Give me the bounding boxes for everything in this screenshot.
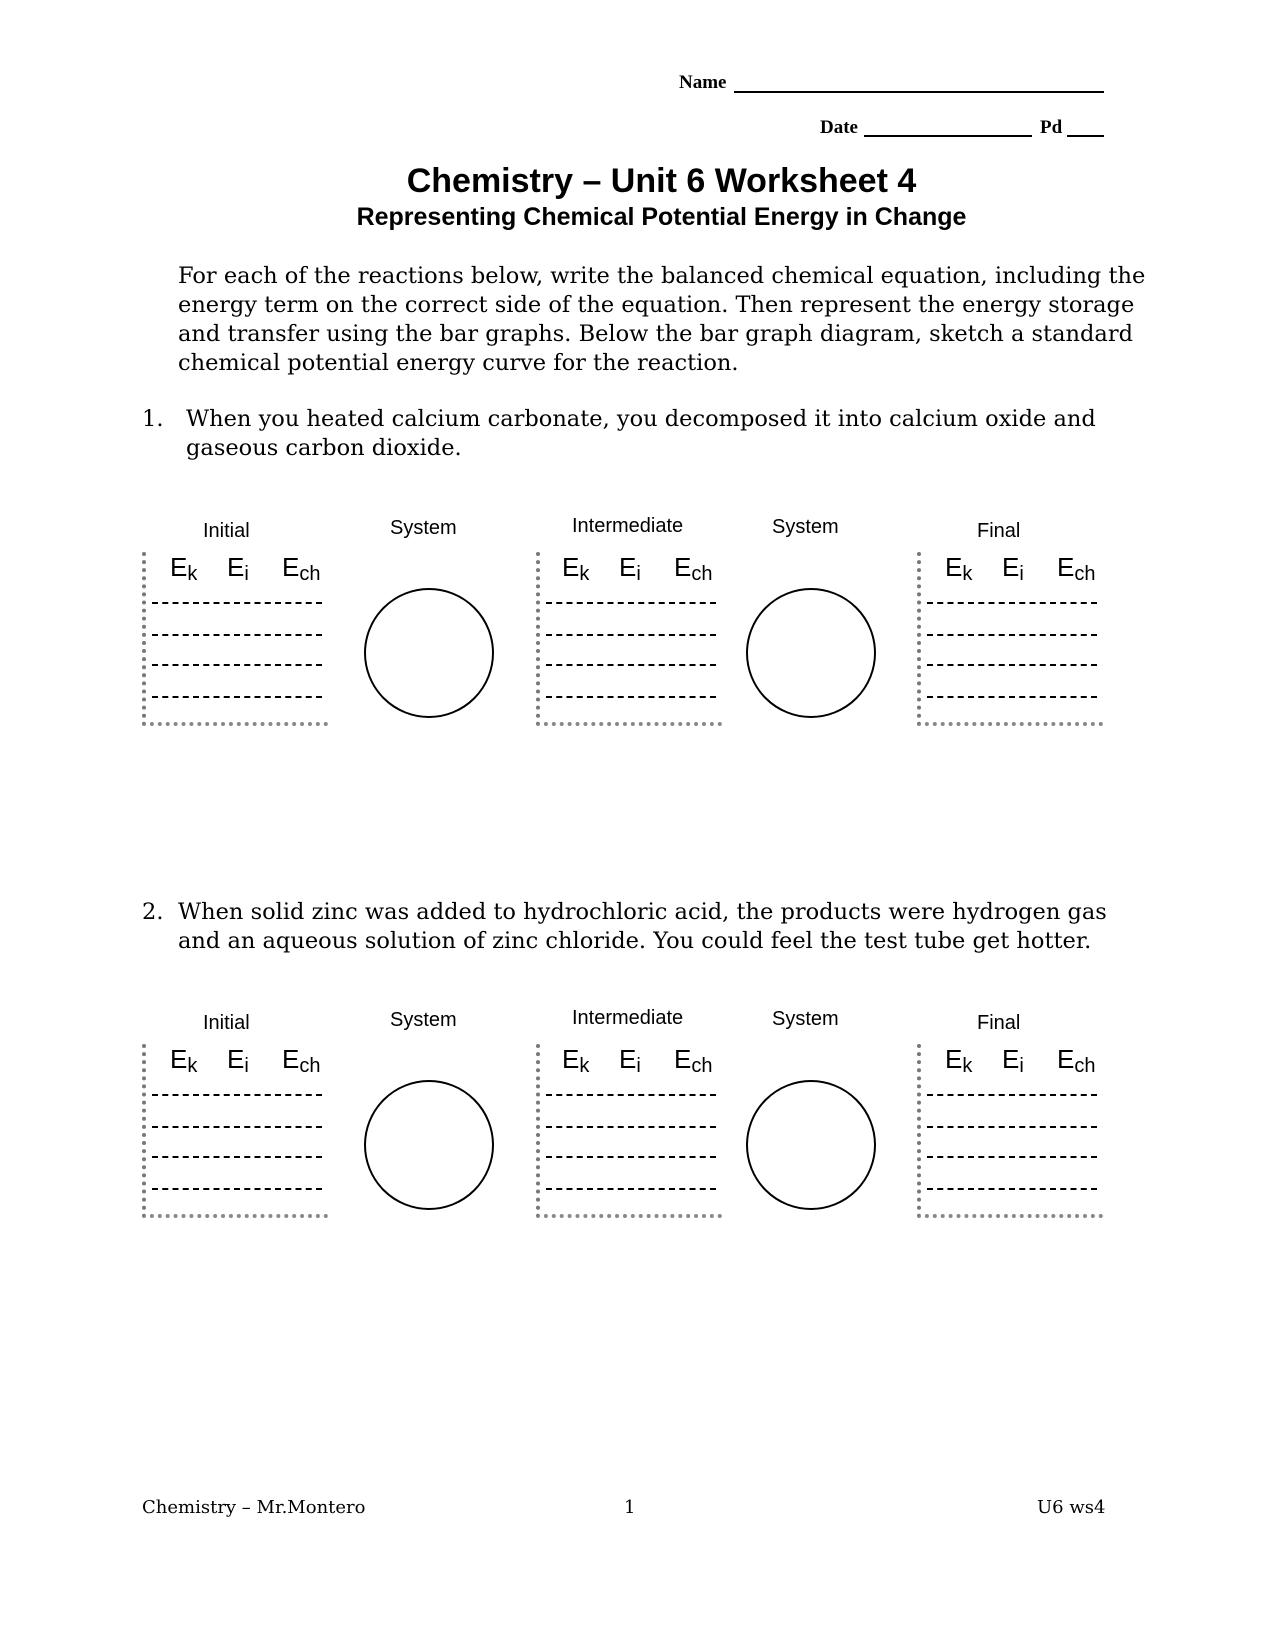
date-field[interactable] bbox=[864, 135, 1032, 137]
ek-label: E bbox=[562, 1044, 580, 1074]
ei-subscript: i bbox=[636, 563, 641, 585]
ech-label: E bbox=[282, 1044, 300, 1074]
system-label: System bbox=[390, 517, 457, 539]
question-number: 1. bbox=[142, 406, 164, 432]
system-label: System bbox=[772, 1008, 839, 1030]
ech-label: E bbox=[674, 552, 692, 582]
ei-label: E bbox=[227, 1044, 245, 1074]
ei-subscript: i bbox=[244, 563, 249, 585]
system-circle[interactable] bbox=[364, 1080, 494, 1210]
ei-label: E bbox=[1002, 552, 1020, 582]
question-line: gaseous carbon dioxide. bbox=[186, 435, 462, 461]
final-label: Final bbox=[977, 1012, 1021, 1034]
ek-subscript: k bbox=[187, 563, 198, 585]
footer-right: U6 ws4 bbox=[1037, 1497, 1106, 1518]
ek-subscript: k bbox=[579, 1055, 590, 1077]
ek-label: E bbox=[945, 552, 963, 582]
question-line: When solid zinc was added to hydrochloric acid, the products were hydrogen gas bbox=[178, 899, 1107, 925]
initial-bar-chart[interactable] bbox=[142, 1044, 328, 1218]
period-label: Pd bbox=[1040, 117, 1063, 138]
final-bar-chart[interactable] bbox=[917, 552, 1103, 726]
question-line: When you heated calcium carbonate, you decomposed it into calcium oxide and bbox=[186, 406, 1096, 432]
ei-label: E bbox=[619, 552, 637, 582]
ei-subscript: i bbox=[636, 1055, 641, 1077]
ei-subscript: i bbox=[244, 1055, 249, 1077]
ech-subscript: ch bbox=[299, 1055, 321, 1077]
intermediate-label: Intermediate bbox=[572, 1007, 684, 1029]
period-field[interactable] bbox=[1067, 135, 1104, 137]
ech-label: E bbox=[674, 1044, 692, 1074]
ek-label: E bbox=[945, 1044, 963, 1074]
ech-subscript: ch bbox=[299, 563, 321, 585]
instructions bbox=[178, 262, 1145, 378]
question-text bbox=[178, 898, 1107, 956]
page-number: 1 bbox=[624, 1497, 636, 1518]
question-text bbox=[186, 405, 1096, 463]
ei-label: E bbox=[227, 552, 245, 582]
ech-subscript: ch bbox=[691, 1055, 713, 1077]
ei-label: E bbox=[619, 1044, 637, 1074]
system-circle[interactable] bbox=[746, 1080, 876, 1210]
question-line: and an aqueous solution of zinc chloride. You could feel the test tube get hotter. bbox=[178, 928, 1092, 954]
ek-subscript: k bbox=[187, 1055, 198, 1077]
instructions-line: and transfer using the bar graphs. Below the bar graph diagram, sketch a standard bbox=[178, 321, 1133, 347]
energy-bar-graph-group bbox=[0, 1004, 1275, 1234]
ek-label: E bbox=[562, 552, 580, 582]
intermediate-bar-chart[interactable] bbox=[536, 1044, 722, 1218]
page-subtitle: Representing Chemical Potential Energy in Change bbox=[356, 203, 967, 231]
instructions-line: energy term on the correct side of the equation. Then represent the energy storage bbox=[178, 292, 1135, 318]
question-number: 2. bbox=[142, 899, 164, 925]
ek-subscript: k bbox=[579, 563, 590, 585]
ech-label: E bbox=[1057, 552, 1075, 582]
ek-subscript: k bbox=[962, 1055, 973, 1077]
system-label: System bbox=[772, 516, 839, 538]
system-label: System bbox=[390, 1009, 457, 1031]
initial-label: Initial bbox=[203, 520, 250, 542]
instructions-line: For each of the reactions below, write the balanced chemical equation, including the bbox=[178, 263, 1146, 289]
ei-label: E bbox=[1002, 1044, 1020, 1074]
ei-subscript: i bbox=[1019, 563, 1024, 585]
system-circle[interactable] bbox=[364, 588, 494, 718]
ech-subscript: ch bbox=[1074, 563, 1096, 585]
ech-label: E bbox=[1057, 1044, 1075, 1074]
ech-subscript: ch bbox=[691, 563, 713, 585]
ek-subscript: k bbox=[962, 563, 973, 585]
intermediate-bar-chart[interactable] bbox=[536, 552, 722, 726]
ech-label: E bbox=[282, 552, 300, 582]
system-circle[interactable] bbox=[746, 588, 876, 718]
name-field[interactable] bbox=[734, 91, 1104, 93]
ek-label: E bbox=[170, 552, 188, 582]
initial-bar-chart[interactable] bbox=[142, 552, 328, 726]
intermediate-label: Intermediate bbox=[572, 515, 684, 537]
footer-left: Chemistry – Mr.Montero bbox=[142, 1497, 366, 1518]
ech-subscript: ch bbox=[1074, 1055, 1096, 1077]
instructions-line: chemical potential energy curve for the reaction. bbox=[178, 350, 739, 376]
date-label: Date bbox=[820, 117, 858, 138]
energy-bar-graph-group bbox=[0, 512, 1275, 742]
page-title: Chemistry – Unit 6 Worksheet 4 bbox=[406, 162, 917, 200]
final-bar-chart[interactable] bbox=[917, 1044, 1103, 1218]
final-label: Final bbox=[977, 520, 1021, 542]
initial-label: Initial bbox=[203, 1012, 250, 1034]
ei-subscript: i bbox=[1019, 1055, 1024, 1077]
ek-label: E bbox=[170, 1044, 188, 1074]
name-label: Name bbox=[679, 72, 727, 93]
